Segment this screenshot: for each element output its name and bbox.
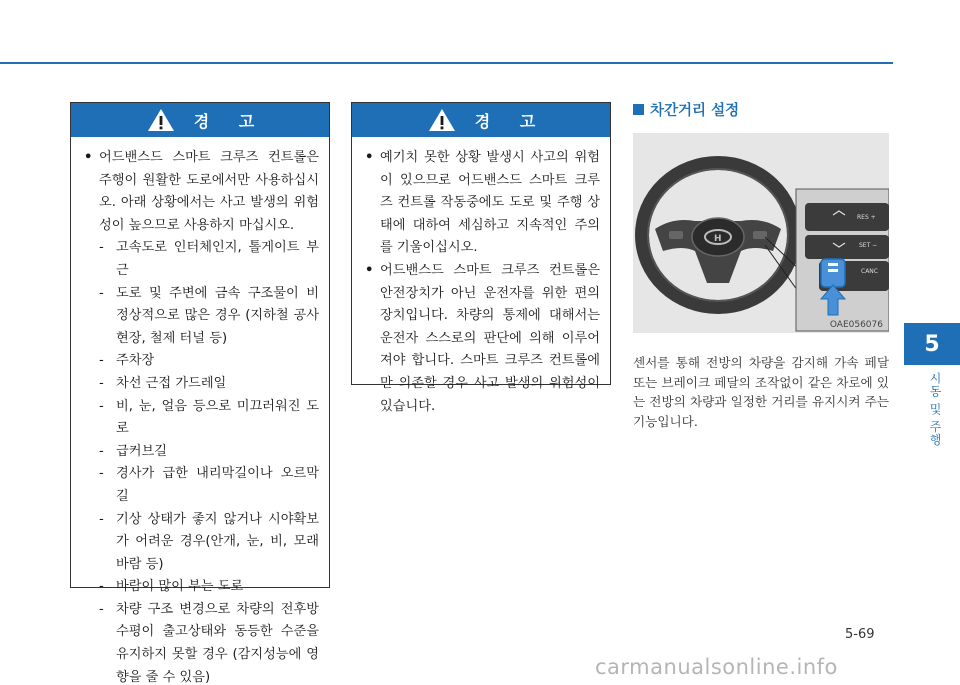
warning-list-item-text: 차량 구조 변경으로 차량의 전후방 수평이 출고상태와 동등한 수준을 유지하지 못할 경우 (감지성능에 영향을 줄 수 있음)	[116, 601, 319, 685]
warning-bullet-text: 어드밴스드 스마트 크루즈 컨트롤은 안전장치가 아닌 운전자를 위한 편의 장치입니다. 차량의 통제에 대해서는 운전자 스스로의 판단에 의해 이루어져야 합니다. 스마트 크루즈 컨트롤에만 의존할 경우 사고 발생의 위험성이 있습니다.	[380, 262, 600, 414]
warning-list-item-text: 비, 눈, 얼음 등으로 미끄러워진 도로	[116, 398, 319, 437]
page-number: 5-69	[845, 627, 875, 642]
warning-list-item	[84, 350, 319, 373]
warning-list-item	[84, 237, 319, 282]
warning-list-item-text: 고속도로 인터체인지, 톨게이트 부근	[116, 240, 319, 278]
cancel-label: CANC	[861, 268, 878, 275]
dash-mark: -	[99, 285, 104, 301]
dash-mark: -	[99, 353, 104, 369]
dash-mark: -	[99, 466, 104, 482]
section-title	[633, 99, 739, 120]
warning-list-item-text: 바람이 많이 부는 도로	[116, 579, 244, 595]
steering-wheel-figure	[633, 133, 889, 333]
warning-triangle-icon	[427, 107, 457, 133]
warning-title: 경 고	[474, 111, 548, 131]
warning-list-item-text: 도로 및 주변에 금속 구조물이 비 정상적으로 많은 경우 (지하철 공사 현장, 철제 터널 등)	[116, 285, 319, 346]
warning-title: 경 고	[193, 111, 267, 131]
warning-list-item	[84, 441, 319, 464]
warning-list-item	[84, 463, 319, 508]
svg-text:H: H	[714, 234, 722, 244]
dash-mark: -	[99, 511, 104, 527]
top-rule	[0, 62, 893, 64]
warning-bullet	[365, 147, 600, 260]
warning-list-item-text: 경사가 급한 내리막길이나 오르막길	[116, 466, 319, 504]
warning-bullet-text: 예기치 못한 상황 발생시 사고의 위험이 있으므로 어드밴스드 스마트 크루즈 컨트롤 작동중에도 도로 및 주행 상태에 대하여 세심하고 지속적인 주의를 기울이십시오.	[380, 150, 600, 256]
warning-list-item	[84, 509, 319, 577]
warning-list-item	[84, 283, 319, 351]
steering-wheel-illustration	[633, 133, 889, 333]
warning-list-item-text: 급커브길	[116, 443, 167, 459]
chapter-tab	[904, 323, 960, 365]
bullet-mark: •	[84, 150, 93, 165]
res-label: RES +	[857, 214, 876, 221]
warning-list-item	[84, 599, 319, 685]
warning-list-item-text: 주차장	[116, 353, 155, 369]
warning-intro-text: 어드밴스드 스마트 크루즈 컨트롤은 주행이 원활한 도로에서만 사용하십시오. 아래 상황에서는 사고 발생의 위험성이 높으므로 사용하지 마십시오.	[99, 150, 319, 233]
warning-list-item	[84, 373, 319, 396]
set-label: SET −	[859, 242, 878, 249]
warning-body	[71, 137, 329, 685]
dash-mark: -	[99, 375, 104, 391]
warning-list-item-text: 차선 근접 가드레일	[116, 375, 227, 391]
warning-header	[71, 103, 329, 137]
warning-list-item-text: 기상 상태가 좋지 않거나 시야확보가 어려운 경우(안개, 눈, 비, 모래바람 등)	[116, 511, 319, 572]
warning-list-item	[84, 576, 319, 599]
dash-mark: -	[99, 240, 104, 256]
dash-mark: -	[99, 398, 104, 414]
watermark: carmanualsonline.info	[595, 655, 838, 679]
figure-code: OAE056076	[829, 320, 883, 330]
section-description: 센서를 통해 전방의 차량을 감지해 가속 페달 또는 브레이크 페달의 조작없이 같은 차로에 있는 전방의 차량과 일정한 거리를 유지시켜 주는 기능입니다.	[633, 355, 889, 429]
warning-bullet	[84, 147, 319, 237]
bullet-mark: •	[365, 262, 374, 278]
warning-bullet	[365, 260, 600, 418]
dash-mark: -	[99, 601, 104, 617]
warning-list-item	[84, 396, 319, 441]
dash-mark: -	[99, 443, 104, 459]
warning-header	[352, 103, 610, 137]
chapter-label: 시동 및 주행	[928, 372, 942, 447]
warning-box-left	[70, 102, 330, 685]
bullet-mark: •	[365, 150, 374, 165]
section-title-text: 차간거리 설정	[650, 103, 740, 119]
chapter-number: 5	[924, 331, 940, 357]
section-square-icon	[633, 104, 644, 115]
warning-body	[352, 137, 610, 418]
dash-mark: -	[99, 579, 104, 595]
warning-box-middle	[351, 102, 611, 414]
warning-triangle-icon	[146, 107, 176, 133]
